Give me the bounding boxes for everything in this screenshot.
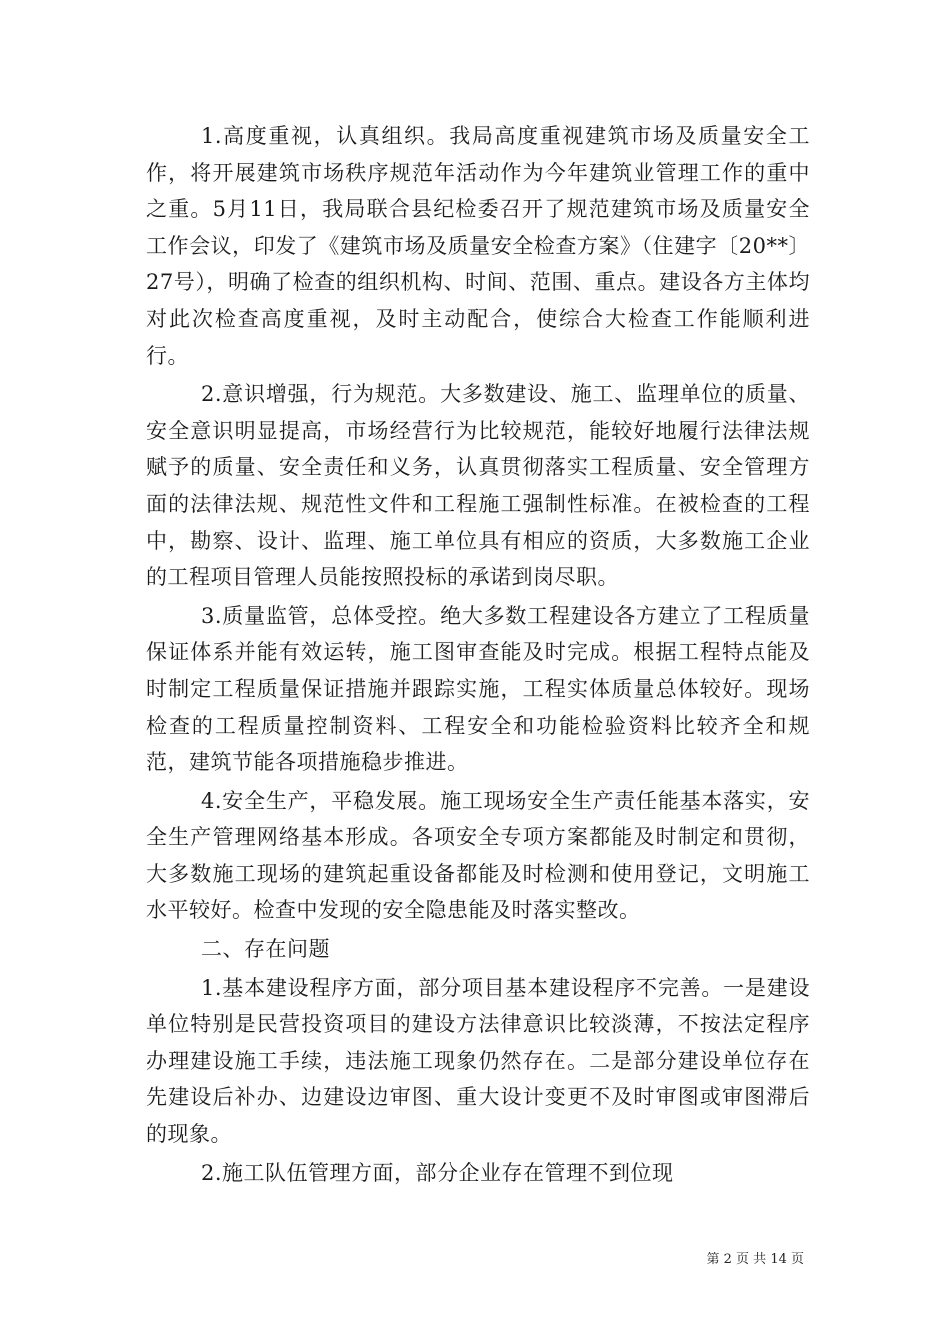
paragraph-4: 4.安全生产，平稳发展。施工现场安全生产责任能基本落实，安全生产管理网络基本形成。各项安全专项方案都能及时制定和贯彻，大多数施工现场的建筑起重设备都能及时检测和使用登记，文明施工水平较好。检查中发现的安全隐患能及时落实整改。 [146, 788, 810, 923]
paragraph-6: 2.施工队伍管理方面，部分企业存在管理不到位现 [201, 1160, 674, 1185]
paragraph-3: 3.质量监管，总体受控。绝大多数工程建设各方建立了工程质量保证体系并能有效运转，施工图审查能及时完成。根据工程特点能及时制定工程质量保证措施并跟踪实施，工程实体质量总体较好。现场检查的工程质量控制资料、工程安全和功能检验资料比较齐全和规范，建筑节能各项措施稳步推进。 [146, 603, 810, 775]
document-body [146, 118, 810, 1193]
paragraph-2: 2.意识增强，行为规范。大多数建设、施工、监理单位的质量、安全意识明显提高，市场经营行为比较规范，能较好地履行法律法规赋予的质量、安全责任和义务，认真贯彻落实工程质量、安全管理方面的法律法规、规范性文件和工程施工强制性标准。在被检查的工程中，勘察、设计、监理、施工单位具有相应的资质，大多数施工企业的工程项目管理人员能按照投标的承诺到岗尽职。 [146, 382, 810, 590]
page-footer: 第 2 页 共 14 页 [706, 1252, 804, 1267]
paragraph-1: 1.高度重视，认真组织。我局高度重视建筑市场及质量安全工作，将开展建筑市场秩序规范年活动作为今年建筑业管理工作的重中之重。5月11日，我局联合县纪检委召开了规范建筑市场及质量安全工作会议，印发了《建筑市场及质量安全检查方案》（住建字〔20**〕27号），明确了检查的组织机构、时间、范围、重点。建设各方主体均对此次检查高度重视，及时主动配合，使综合大检查工作能顺利进行。 [146, 124, 810, 368]
section-heading-problems: 二、存在问题 [201, 937, 330, 962]
paragraph-5: 1.基本建设程序方面，部分项目基本建设程序不完善。一是建设单位特别是民营投资项目的建设方法律意识比较淡薄，不按法定程序办理建设施工手续，违法施工现象仍然存在。二是部分建设单位存在先建设后补办、边建设边审图、重大设计变更不及时审图或审图滞后的现象。 [146, 975, 810, 1147]
